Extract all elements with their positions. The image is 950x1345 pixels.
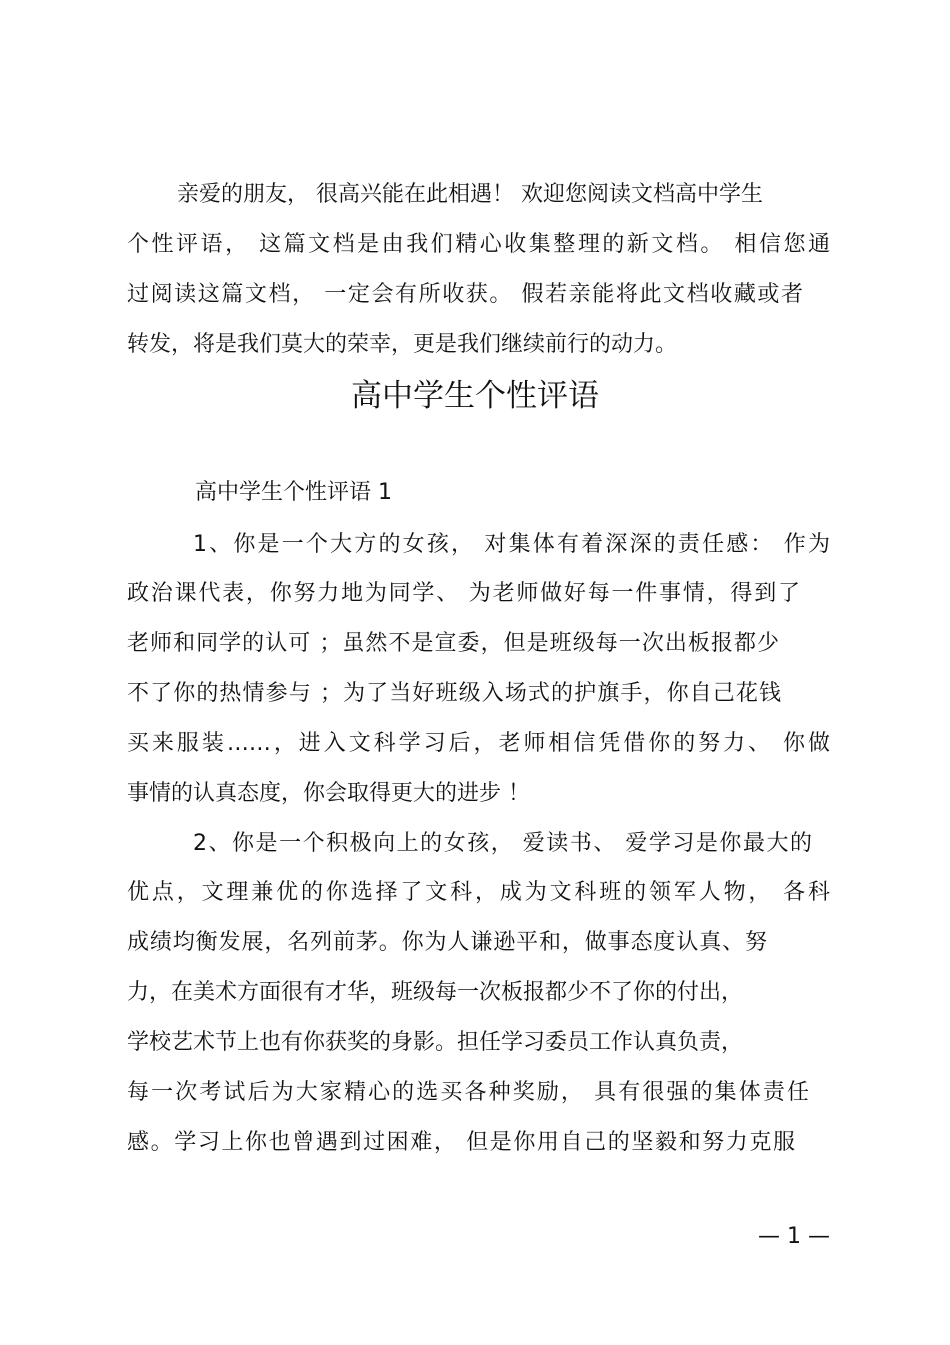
paragraph-1-line-1: 1、你是一个大方的女孩， 对集体有着深深的责任感： 作为 xyxy=(193,532,830,557)
intro-line-2: 个性评语， 这篇文档是由我们精心收集整理的新文档。 相信您通 xyxy=(127,232,830,257)
paragraph-2-line-1: 2、你是一个积极向上的女孩， 爱读书、 爱学习是你最大的 xyxy=(193,831,812,856)
section-heading: 高中学生个性评语 1 xyxy=(195,480,392,505)
paragraph-2-line-4: 力，在美术方面很有才华，班级每一次板报都少不了你的付出， xyxy=(127,980,744,1005)
page-number: — 1 — xyxy=(758,1224,830,1249)
intro-line-1: 亲爱的朋友， 很高兴能在此相遇！ 欢迎您阅读文档高中学生 xyxy=(177,182,763,207)
intro-line-4: 转发，将是我们莫大的荣幸，更是我们继续前行的动力。 xyxy=(127,332,678,357)
paragraph-2-line-2: 优点，文理兼优的你选择了文科，成为文科班的领军人物， 各科 xyxy=(127,880,830,905)
paragraph-1-line-5: 买来服装……，进入文科学习后，老师相信凭借你的努力、 你做 xyxy=(127,731,830,756)
paragraph-1-line-2: 政治课代表，你努力地为同学、 为老师做好每一件事情，得到了 xyxy=(127,581,800,606)
paragraph-2-line-5: 学校艺术节上也有你获奖的身影。担任学习委员工作认真负责， xyxy=(127,1030,744,1055)
intro-line-3: 过阅读这篇文档， 一定会有所收获。 假若亲能将此文档收藏或者 xyxy=(127,282,803,307)
paragraph-1-line-4: 不了你的热情参与 ；为了当好班级入场式的护旗手，你自己花钱 xyxy=(127,681,781,706)
paragraph-1-line-3: 老师和同学的认可 ；虽然不是宣委，但是班级每一次出板报都少 xyxy=(127,631,779,656)
paragraph-2-line-3: 成绩均衡发展，名列前茅。你为人谦逊平和，做事态度认真、努 xyxy=(127,930,767,955)
paragraph-2-line-7: 感。学习上你也曾遇到过困难， 但是你用自己的坚毅和努力克服 xyxy=(127,1130,795,1155)
page-title: 高中学生个性评语 xyxy=(351,378,599,414)
paragraph-1-line-6: 事情的认真态度，你会取得更大的进步 ！ xyxy=(127,781,530,806)
paragraph-2-line-6: 每一次考试后为大家精心的选买各种奖励， 具有很强的集体责任 xyxy=(127,1080,809,1105)
